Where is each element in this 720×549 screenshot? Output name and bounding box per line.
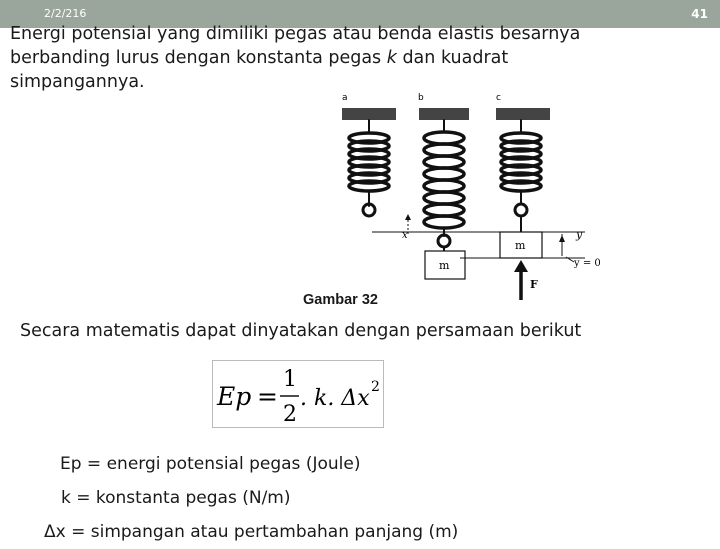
figure-label-y: y xyxy=(576,228,583,241)
slide-date: 2/2/216 xyxy=(44,7,87,20)
figure-label-b: b xyxy=(418,93,424,103)
equation-intro-text: Secara matematis dapat dinyatakan dengan persamaan berikut xyxy=(20,321,582,341)
spring-a xyxy=(349,120,389,216)
x-arrow-head xyxy=(405,214,411,220)
figure-label-c: c xyxy=(496,93,501,103)
figure-label-x: x xyxy=(402,230,408,241)
formula-middle: . k. Δx xyxy=(300,386,370,411)
legend-item-ep: Ep = energi potensial pegas (Joule) xyxy=(60,454,361,474)
spring-c xyxy=(501,120,541,232)
intro-paragraph xyxy=(10,22,620,94)
y-arrow-head xyxy=(559,235,565,242)
mass-label-c: m xyxy=(515,239,526,252)
formula-ep: Ep xyxy=(217,382,252,411)
figure-label-a: a xyxy=(342,93,348,103)
figure-label-y0: y = 0 xyxy=(574,258,601,269)
legend-item-dx: Δx = simpangan atau pertambahan panjang (m) xyxy=(44,522,459,542)
intro-variable-k: k xyxy=(386,48,397,68)
spring-a-support xyxy=(342,108,396,120)
spring-figure xyxy=(330,86,615,304)
mass-label-b: m xyxy=(439,259,450,272)
intro-text-end: dan kuadrat simpangannya. xyxy=(10,48,509,92)
formula-exponent: 2 xyxy=(371,379,380,395)
figure-caption: Gambar 32 xyxy=(303,292,378,308)
spring-b xyxy=(424,120,464,251)
force-arrow-head xyxy=(514,260,528,272)
variable-legend xyxy=(0,447,458,549)
page-number: 41 xyxy=(691,7,708,21)
spring-c-support xyxy=(496,108,550,120)
formula-denominator: 2 xyxy=(283,402,297,427)
intro-text-start: Energi potensial yang dimiliki pegas atau benda elastis besarnya berbanding lurus dengan konstanta pegas xyxy=(10,24,581,68)
figure-label-force: F xyxy=(530,278,538,291)
formula-equals: = xyxy=(257,382,278,411)
potential-energy-formula xyxy=(212,360,384,428)
formula-numerator: 1 xyxy=(283,367,297,392)
spring-b-support xyxy=(419,108,469,120)
legend-item-k: k = konstanta pegas (N/m) xyxy=(61,488,291,508)
